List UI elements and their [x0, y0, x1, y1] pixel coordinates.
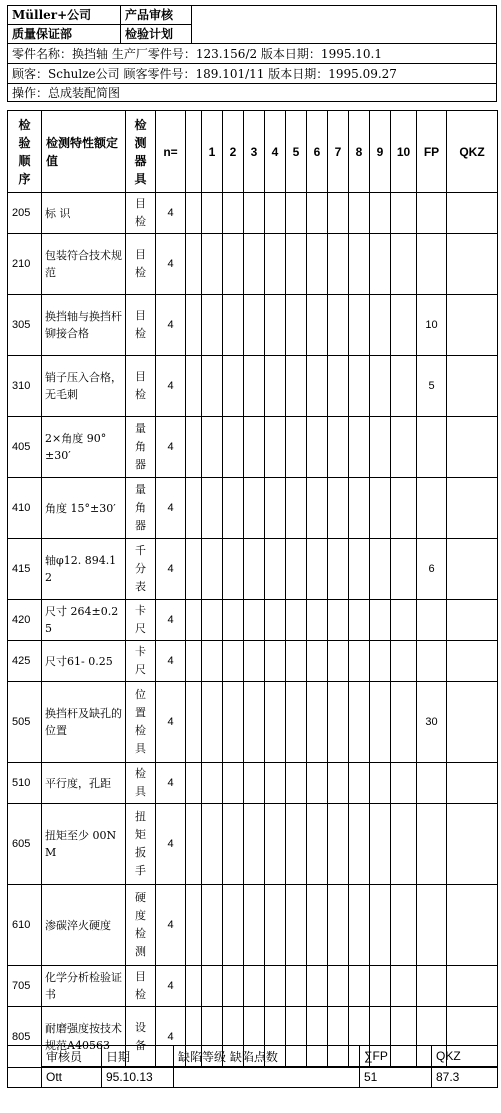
company-name: Müller+公司 — [8, 6, 121, 25]
row-qkz — [447, 193, 498, 234]
row-sample-2 — [223, 417, 244, 478]
row-qkz — [447, 478, 498, 539]
row-blank-cell — [186, 234, 202, 295]
row-instrument: 位置检具 — [126, 682, 156, 763]
row-seq: 425 — [8, 641, 42, 682]
row-sample-5 — [286, 682, 307, 763]
defect-value — [174, 1067, 360, 1088]
row-sample-7 — [328, 478, 349, 539]
row-sample-5 — [286, 539, 307, 600]
row-sample-10 — [391, 539, 417, 600]
doc-title-2: 检验计划 — [121, 25, 192, 44]
row-sample-4 — [265, 539, 286, 600]
row-qkz — [447, 295, 498, 356]
row-sample-4 — [265, 234, 286, 295]
row-n: 4 — [156, 885, 186, 966]
row-sample-4 — [265, 417, 286, 478]
row-sample-8 — [349, 885, 370, 966]
table-row — [8, 600, 498, 641]
row-sample-10 — [391, 763, 417, 804]
row-sample-1 — [202, 682, 223, 763]
row-instrument: 目检 — [126, 193, 156, 234]
row-sample-6 — [307, 966, 328, 1007]
row-sample-5 — [286, 234, 307, 295]
row-sample-3 — [244, 539, 265, 600]
row-sample-1 — [202, 193, 223, 234]
row-sample-10 — [391, 682, 417, 763]
date-label: 日期 — [102, 1046, 174, 1067]
row-sample-6 — [307, 763, 328, 804]
part-info-line: 零件名称：换挡轴 生产厂零件号：123.156/2 版本日期：1995.10.1 — [8, 44, 497, 64]
row-feature: 轴φ12. 894.12 — [42, 539, 126, 600]
row-n: 4 — [156, 193, 186, 234]
row-sample-4 — [265, 966, 286, 1007]
footer-blank — [8, 1046, 42, 1088]
row-n: 4 — [156, 356, 186, 417]
date-value: 95.10.13 — [102, 1067, 174, 1088]
row-sample-9 — [370, 885, 391, 966]
row-qkz — [447, 417, 498, 478]
row-sample-2 — [223, 682, 244, 763]
row-sample-3 — [244, 763, 265, 804]
row-feature: 销子压入合格，无毛刺 — [42, 356, 126, 417]
row-sample-7 — [328, 539, 349, 600]
row-sample-5 — [286, 763, 307, 804]
row-sample-2 — [223, 356, 244, 417]
row-qkz — [447, 539, 498, 600]
col-feature-header: 检测特性额定值 — [42, 111, 126, 193]
row-fp: 5 — [417, 356, 447, 417]
row-blank-cell — [186, 966, 202, 1007]
row-sample-8 — [349, 682, 370, 763]
row-sample-2 — [223, 539, 244, 600]
row-sample-1 — [202, 804, 223, 885]
auditor-label: 审核员 — [42, 1046, 102, 1067]
row-instrument: 检具 — [126, 763, 156, 804]
row-feature: 渗碳淬火硬度 — [42, 885, 126, 966]
department-name: 质量保证部 — [8, 25, 121, 44]
row-fp — [417, 804, 447, 885]
row-instrument: 卡尺 — [126, 600, 156, 641]
row-blank-cell — [186, 295, 202, 356]
row-sample-8 — [349, 600, 370, 641]
row-sample-5 — [286, 600, 307, 641]
row-sample-4 — [265, 763, 286, 804]
customer-info-line: 顾客：Schulze公司 顾客零件号：189.101/11 版本日期：1995.09.27 — [8, 64, 497, 84]
row-sample-1 — [202, 356, 223, 417]
row-sample-10 — [391, 295, 417, 356]
row-fp: 30 — [417, 682, 447, 763]
row-qkz — [447, 966, 498, 1007]
col-sample-5: 5 — [286, 111, 307, 193]
row-sample-7 — [328, 193, 349, 234]
row-sample-5 — [286, 356, 307, 417]
row-sample-4 — [265, 600, 286, 641]
row-qkz — [447, 641, 498, 682]
row-sample-6 — [307, 193, 328, 234]
row-sample-4 — [265, 295, 286, 356]
row-fp — [417, 193, 447, 234]
col-sample-1: 1 — [202, 111, 223, 193]
row-sample-3 — [244, 356, 265, 417]
row-sample-4 — [265, 804, 286, 885]
table-row — [8, 295, 498, 356]
table-row — [8, 966, 498, 1007]
row-sample-4 — [265, 682, 286, 763]
row-sample-7 — [328, 295, 349, 356]
row-instrument: 扭矩扳手 — [126, 804, 156, 885]
row-sample-7 — [328, 804, 349, 885]
row-sample-10 — [391, 885, 417, 966]
row-sample-8 — [349, 417, 370, 478]
row-seq: 705 — [8, 966, 42, 1007]
row-sample-1 — [202, 966, 223, 1007]
row-blank-cell — [186, 193, 202, 234]
row-sample-9 — [370, 417, 391, 478]
row-sample-2 — [223, 295, 244, 356]
row-seq: 805 — [8, 1007, 42, 1068]
row-sample-9 — [370, 682, 391, 763]
row-sample-2 — [223, 193, 244, 234]
row-sample-9 — [370, 356, 391, 417]
row-qkz — [447, 234, 498, 295]
row-sample-1 — [202, 539, 223, 600]
doc-title-1: 产品审核 — [121, 6, 192, 25]
row-fp — [417, 763, 447, 804]
row-qkz — [447, 885, 498, 966]
row-instrument: 千分表 — [126, 539, 156, 600]
table-row — [8, 539, 498, 600]
row-sample-4 — [265, 193, 286, 234]
row-feature: 包装符合技术规范 — [42, 234, 126, 295]
row-sample-3 — [244, 193, 265, 234]
row-seq: 405 — [8, 417, 42, 478]
row-sample-9 — [370, 478, 391, 539]
row-sample-10 — [391, 234, 417, 295]
row-sample-6 — [307, 295, 328, 356]
row-blank-cell — [186, 763, 202, 804]
row-instrument: 卡尺 — [126, 641, 156, 682]
row-sample-4 — [265, 641, 286, 682]
row-sample-5 — [286, 295, 307, 356]
row-feature: 换挡轴与换挡杆铆接合格 — [42, 295, 126, 356]
row-n: 4 — [156, 763, 186, 804]
row-sample-5 — [286, 804, 307, 885]
row-fp — [417, 234, 447, 295]
row-seq: 505 — [8, 682, 42, 763]
row-n: 4 — [156, 1007, 186, 1068]
row-sample-2 — [223, 234, 244, 295]
row-sample-4 — [265, 478, 286, 539]
row-sample-10 — [391, 417, 417, 478]
row-seq: 605 — [8, 804, 42, 885]
row-sample-9 — [370, 600, 391, 641]
row-sample-9 — [370, 641, 391, 682]
row-sample-3 — [244, 417, 265, 478]
row-sample-9 — [370, 295, 391, 356]
row-qkz — [447, 600, 498, 641]
header-blank — [192, 6, 497, 44]
row-sample-1 — [202, 885, 223, 966]
row-sample-2 — [223, 763, 244, 804]
row-blank-cell — [186, 356, 202, 417]
row-feature: 标 识 — [42, 193, 126, 234]
row-sample-3 — [244, 966, 265, 1007]
col-seq-header: 检验顺序 — [8, 111, 42, 193]
row-sample-1 — [202, 763, 223, 804]
row-sample-10 — [391, 600, 417, 641]
col-sample-2: 2 — [223, 111, 244, 193]
row-sample-8 — [349, 641, 370, 682]
row-qkz — [447, 804, 498, 885]
row-qkz — [447, 763, 498, 804]
qkz-label: QKZ — [432, 1046, 498, 1067]
row-feature: 平行度，孔距 — [42, 763, 126, 804]
col-fp-header: FP — [417, 111, 447, 193]
row-fp — [417, 885, 447, 966]
row-sample-7 — [328, 641, 349, 682]
row-sample-6 — [307, 682, 328, 763]
row-seq: 310 — [8, 356, 42, 417]
row-sample-2 — [223, 885, 244, 966]
row-sample-7 — [328, 234, 349, 295]
row-sample-3 — [244, 295, 265, 356]
row-n: 4 — [156, 539, 186, 600]
row-instrument: 硬度检测 — [126, 885, 156, 966]
row-sample-5 — [286, 641, 307, 682]
row-sample-9 — [370, 763, 391, 804]
row-instrument: 目检 — [126, 295, 156, 356]
row-blank-cell — [186, 600, 202, 641]
auditor-value: Ott — [42, 1067, 102, 1088]
table-row — [8, 234, 498, 295]
row-sample-3 — [244, 641, 265, 682]
row-sample-7 — [328, 885, 349, 966]
col-sample-6: 6 — [307, 111, 328, 193]
table-row — [8, 804, 498, 885]
row-sample-10 — [391, 356, 417, 417]
row-instrument: 目检 — [126, 234, 156, 295]
row-sample-9 — [370, 193, 391, 234]
row-seq: 415 — [8, 539, 42, 600]
row-sample-10 — [391, 966, 417, 1007]
table-row — [8, 478, 498, 539]
row-sample-6 — [307, 478, 328, 539]
row-sample-6 — [307, 641, 328, 682]
row-sample-10 — [391, 193, 417, 234]
defect-label: 缺陷等级 缺陷点数 — [174, 1046, 360, 1067]
signature-footer — [7, 1045, 498, 1088]
row-instrument: 目检 — [126, 356, 156, 417]
row-fp — [417, 417, 447, 478]
row-sample-6 — [307, 417, 328, 478]
sum-fp-value: 51 — [360, 1067, 432, 1088]
table-row — [8, 193, 498, 234]
row-fp: 10 — [417, 295, 447, 356]
row-seq: 210 — [8, 234, 42, 295]
row-sample-9 — [370, 966, 391, 1007]
inspection-table — [7, 110, 498, 1068]
row-fp: 6 — [417, 539, 447, 600]
row-sample-1 — [202, 295, 223, 356]
row-blank-cell — [186, 641, 202, 682]
row-blank-cell — [186, 417, 202, 478]
row-fp — [417, 641, 447, 682]
row-instrument: 目检 — [126, 966, 156, 1007]
row-seq: 420 — [8, 600, 42, 641]
row-sample-7 — [328, 417, 349, 478]
col-sample-8: 8 — [349, 111, 370, 193]
row-blank-cell — [186, 682, 202, 763]
table-row — [8, 641, 498, 682]
col-qkz-header: QKZ — [447, 111, 498, 193]
row-sample-7 — [328, 600, 349, 641]
col-n-header: n= — [156, 111, 186, 193]
row-sample-2 — [223, 966, 244, 1007]
col-sample-7: 7 — [328, 111, 349, 193]
row-sample-5 — [286, 478, 307, 539]
row-sample-3 — [244, 682, 265, 763]
row-sample-8 — [349, 295, 370, 356]
row-sample-8 — [349, 193, 370, 234]
col-sample-9: 9 — [370, 111, 391, 193]
col-sample-10: 10 — [391, 111, 417, 193]
row-n: 4 — [156, 966, 186, 1007]
table-header-row — [8, 111, 498, 193]
row-blank-cell — [186, 804, 202, 885]
row-sample-2 — [223, 641, 244, 682]
row-sample-7 — [328, 966, 349, 1007]
table-row — [8, 356, 498, 417]
row-n: 4 — [156, 682, 186, 763]
row-feature: 化学分析检验证书 — [42, 966, 126, 1007]
row-sample-3 — [244, 885, 265, 966]
row-qkz — [447, 682, 498, 763]
operation-line: 操作：总成装配简图 — [8, 84, 497, 102]
row-sample-6 — [307, 356, 328, 417]
row-n: 4 — [156, 295, 186, 356]
row-sample-6 — [307, 600, 328, 641]
col-blank-header — [186, 111, 202, 193]
row-sample-1 — [202, 234, 223, 295]
row-sample-1 — [202, 417, 223, 478]
col-instrument-header: 检测器具 — [126, 111, 156, 193]
row-sample-7 — [328, 356, 349, 417]
row-sample-3 — [244, 804, 265, 885]
table-row — [8, 682, 498, 763]
row-sample-10 — [391, 641, 417, 682]
row-instrument: 量角器 — [126, 478, 156, 539]
row-seq: 610 — [8, 885, 42, 966]
row-sample-8 — [349, 234, 370, 295]
row-n: 4 — [156, 600, 186, 641]
row-seq: 205 — [8, 193, 42, 234]
row-seq: 305 — [8, 295, 42, 356]
row-sample-2 — [223, 804, 244, 885]
row-blank-cell — [186, 885, 202, 966]
row-sample-5 — [286, 885, 307, 966]
row-sample-2 — [223, 478, 244, 539]
row-sample-9 — [370, 539, 391, 600]
row-sample-8 — [349, 804, 370, 885]
row-sample-2 — [223, 600, 244, 641]
row-feature: 尺寸61- 0.25 — [42, 641, 126, 682]
row-blank-cell — [186, 539, 202, 600]
row-sample-6 — [307, 804, 328, 885]
row-sample-5 — [286, 417, 307, 478]
row-n: 4 — [156, 641, 186, 682]
row-sample-9 — [370, 234, 391, 295]
row-instrument: 设备 — [126, 1007, 156, 1068]
row-feature: 尺寸 264±0.25 — [42, 600, 126, 641]
row-n: 4 — [156, 804, 186, 885]
row-sample-10 — [391, 478, 417, 539]
row-fp — [417, 478, 447, 539]
row-qkz — [447, 356, 498, 417]
row-fp — [417, 600, 447, 641]
table-row — [8, 885, 498, 966]
row-sample-6 — [307, 234, 328, 295]
row-sample-1 — [202, 478, 223, 539]
row-sample-3 — [244, 600, 265, 641]
qkz-value: 87.3 — [432, 1067, 498, 1088]
table-row — [8, 763, 498, 804]
row-sample-5 — [286, 193, 307, 234]
row-sample-4 — [265, 356, 286, 417]
row-feature: 耐磨强度按技术规范A40563 — [42, 1007, 126, 1068]
row-sample-7 — [328, 682, 349, 763]
row-feature: 扭矩至少 00NM — [42, 804, 126, 885]
row-sample-1 — [202, 600, 223, 641]
col-sample-3: 3 — [244, 111, 265, 193]
row-sample-9 — [370, 804, 391, 885]
row-seq: 410 — [8, 478, 42, 539]
row-feature: 2×角度 90°±30′ — [42, 417, 126, 478]
document-header — [7, 5, 497, 102]
row-blank-cell — [186, 478, 202, 539]
row-n: 4 — [156, 234, 186, 295]
row-sample-10 — [391, 804, 417, 885]
row-sample-6 — [307, 539, 328, 600]
row-sample-1 — [202, 641, 223, 682]
table-row — [8, 417, 498, 478]
row-sample-8 — [349, 356, 370, 417]
row-sample-3 — [244, 478, 265, 539]
row-seq: 510 — [8, 763, 42, 804]
row-sample-5 — [286, 966, 307, 1007]
row-sample-8 — [349, 478, 370, 539]
row-n: 4 — [156, 478, 186, 539]
row-fp — [417, 966, 447, 1007]
col-sample-4: 4 — [265, 111, 286, 193]
sum-fp-label: ∑FP — [360, 1046, 432, 1067]
row-sample-3 — [244, 234, 265, 295]
row-sample-6 — [307, 885, 328, 966]
row-sample-8 — [349, 539, 370, 600]
row-sample-8 — [349, 763, 370, 804]
row-sample-7 — [328, 763, 349, 804]
row-instrument: 量角器 — [126, 417, 156, 478]
row-feature: 换挡杆及缺孔的位置 — [42, 682, 126, 763]
row-n: 4 — [156, 417, 186, 478]
row-feature: 角度 15°±30′ — [42, 478, 126, 539]
row-sample-8 — [349, 966, 370, 1007]
row-sample-4 — [265, 885, 286, 966]
